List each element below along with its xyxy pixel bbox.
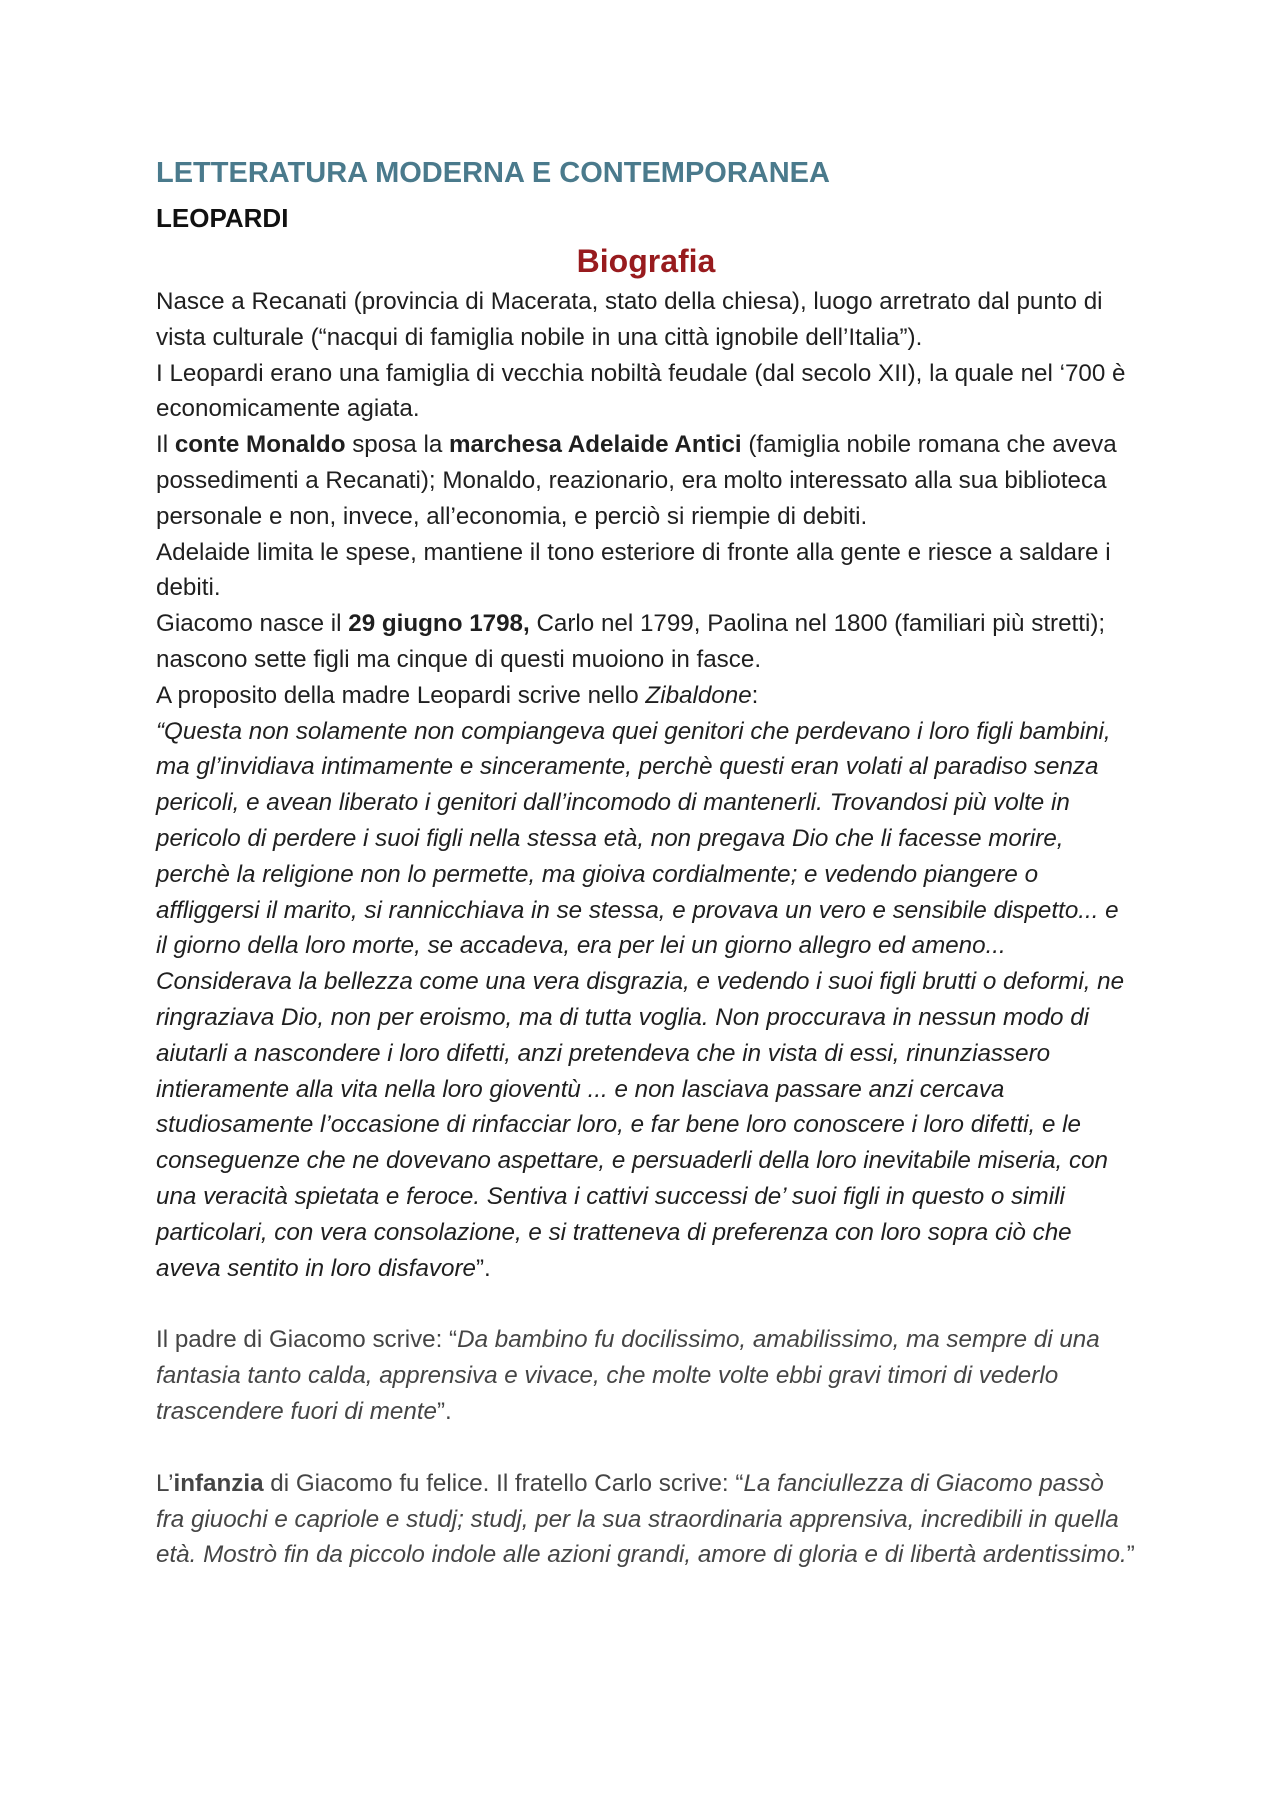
name-marchesa-adelaide: marchesa Adelaide Antici xyxy=(449,431,742,459)
keyword-infanzia: infanzia xyxy=(173,1469,264,1497)
text-segment: L’ xyxy=(156,1469,174,1497)
quote-mother xyxy=(156,714,1136,1287)
text-segment: di Giacomo fu felice. Il fratello Carlo scrive: “ xyxy=(263,1469,744,1497)
spacer xyxy=(156,1430,1136,1466)
section-title: Biografia xyxy=(576,243,716,279)
quote-father: Da bambino fu docilissimo, amabilissimo, ma sempre di una fantasia tanto calda, apprensiva e vivace, che molte volte ebbi gravi timori di vederlo trascendere fuori di mente xyxy=(156,1326,1100,1425)
quote-carlo: La fanciullezza di Giacomo passò fra giuochi e capriole e studj; studj, per la sua straordinaria apprensiva, incredibili in quella età. Mostrò fin da piccolo indole alle azioni grandi, amore di gloria e di libertà ardentissimo. xyxy=(156,1469,1127,1569)
text-segment: Il padre di Giacomo scrive: “ xyxy=(156,1326,458,1354)
text-segment: Il xyxy=(156,431,175,459)
text-segment: sposa la xyxy=(345,431,450,459)
course-title: LETTERATURA MODERNA E CONTEMPORANEA xyxy=(156,157,830,189)
author-title: LEOPARDI xyxy=(156,203,289,233)
text-segment: ” xyxy=(1126,1541,1135,1569)
text-segment: : xyxy=(751,681,759,709)
text-segment: A proposito della madre Leopardi scrive nello xyxy=(156,681,646,709)
paragraph-childhood xyxy=(156,1466,1136,1573)
paragraph-family: I Leopardi erano una famiglia di vecchia nobiltà feudale (dal secolo XII), la quale nel ‘700 è economicamente agiata. xyxy=(156,359,1126,423)
paragraph-father xyxy=(156,1322,1136,1429)
paragraph-parents xyxy=(156,427,1136,534)
paragraph-birthplace: Nasce a Recanati (provincia di Macerata, stato della chiesa), luogo arretrato dal punto di vista culturale (“nacqui di famiglia nobile in una città ignobile dell’Italia”). xyxy=(156,288,1103,351)
paragraph-birth xyxy=(156,606,1136,678)
quote-end: ”. xyxy=(476,1254,491,1282)
paragraph-zibaldone-intro xyxy=(156,678,1136,714)
text-segment: Carlo nel 1799, Paolina nel 1800 (familiari più stretti); nascono sette figli ma cinque di questi muoiono in fasce. xyxy=(156,610,1106,673)
birth-date: 29 giugno 1798, xyxy=(348,610,530,638)
spacer xyxy=(156,1286,1136,1322)
text-segment: Giacomo nasce il xyxy=(156,610,349,638)
text-segment: (famiglia nobile romana che aveva possedimenti a Recanati); Monaldo, reazionario, era molto interessato alla sua biblioteca personale e non, invece, all’economia, e perciò si riempie di debiti. xyxy=(156,431,1117,530)
document-page xyxy=(156,148,1136,1573)
work-title-zibaldone: Zibaldone xyxy=(645,681,752,709)
quote-text: “Questa non solamente non compiangeva quei genitori che perdevano i loro figli bambini, ma gl’invidiava intimamente e sinceramente, perchè questi eran volati al paradiso senza pericoli, e avean liberato i genitori dall’incomodo di mantenerli. Trovandosi più volte in pericolo di perdere i suoi figli nella stessa età, non pregava Dio che li facesse morire, perchè la religione non lo permette, ma gioiva cordialmente; e vedendo piangere o affliggersi il marito, si rannicchiava in se stessa, e provava un vero e sensibile dispetto... e il giorno della loro morte, se accadeva, era per lei un giorno allegro ed ameno... Considerava la bellezza come una vera disgrazia, e vedendo i suoi figli brutti o deformi, ne ringraziava Dio, non per eroismo, ma di tutta voglia. Non proccurava in nessun modo di aiutarli a nascondere i loro difetti, anzi pretendeva che in vista di essi, rinunziassero intieramente alla vita nella loro gioventù ... e non lasciava passare anzi cercava studiosamente l’occasione di rinfacciar loro, e far bene loro conoscere i loro difetti, e le conseguenze che ne dovevano aspettare, e persuaderli della loro inevitabile miseria, con una veracità spietata e feroce. Sentiva i cattivi successi de’ suoi figli in questo o simili particolari, con vera consolazione, e si tratteneva di preferenza con loro sopra ciò che aveva sentito in loro disfavore xyxy=(156,717,1125,1282)
name-conte-monaldo: conte Monaldo xyxy=(174,431,346,459)
text-segment: ”. xyxy=(437,1397,452,1425)
paragraph-adelaide: Adelaide limita le spese, mantiene il tono esteriore di fronte alla gente e riesce a saldare i debiti. xyxy=(156,538,1111,602)
